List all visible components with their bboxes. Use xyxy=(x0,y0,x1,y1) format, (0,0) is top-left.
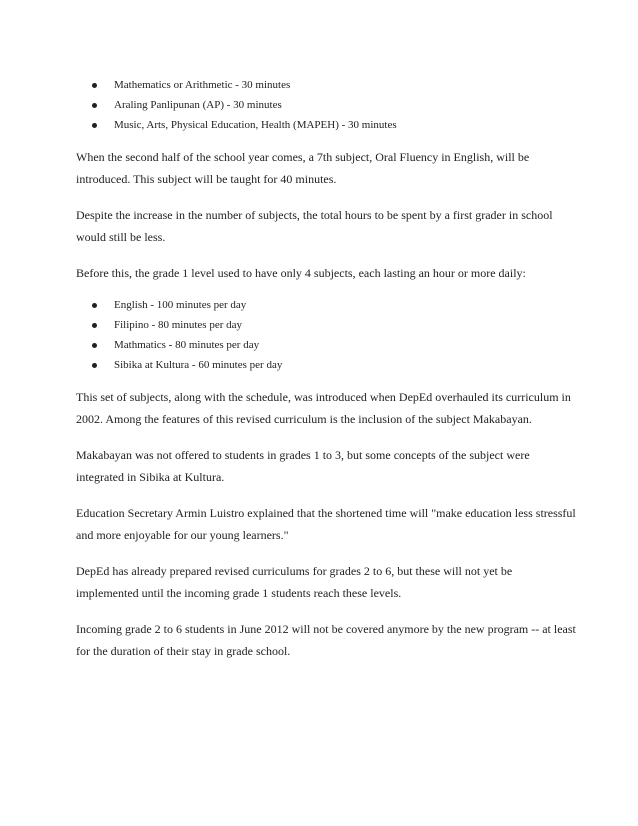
paragraph-oral-fluency: When the second half of the school year comes, a 7th subject, Oral Fluency in English, will be introduced. This subject will be taught for 40 minutes. xyxy=(76,150,530,186)
bullet-icon xyxy=(92,323,97,328)
bullet-icon xyxy=(92,343,97,348)
subject-list-new xyxy=(76,78,576,138)
bullet-icon xyxy=(92,303,97,308)
list-item xyxy=(76,118,576,138)
list-item xyxy=(76,358,576,378)
list-item xyxy=(76,338,576,358)
list-item-text: Araling Panlipunan (AP) - 30 minutes xyxy=(114,99,282,111)
list-item xyxy=(76,78,576,98)
list-item-text: English - 100 minutes per day xyxy=(114,299,247,311)
bullet-icon xyxy=(92,123,97,128)
subject-list-old xyxy=(76,298,576,378)
paragraph-before-this: Before this, the grade 1 level used to have only 4 subjects, each lasting an hour or more daily: xyxy=(76,266,526,280)
list-item-text: Music, Arts, Physical Education, Health (MAPEH) - 30 minutes xyxy=(114,119,397,131)
bullet-icon xyxy=(92,103,97,108)
paragraph-luistro-quote: Education Secretary Armin Luistro explained that the shortened time will "make education less stressful and more enjoyable for our young learners." xyxy=(76,506,576,542)
bullet-icon xyxy=(92,363,97,368)
list-item-text: Filipino - 80 minutes per day xyxy=(114,319,243,331)
document-page xyxy=(76,78,576,662)
paragraph-total-hours: Despite the increase in the number of subjects, the total hours to be spent by a first grader in school would still be less. xyxy=(76,208,553,244)
list-item xyxy=(76,298,576,318)
paragraph-revised-curriculums: DepEd has already prepared revised curriculums for grades 2 to 6, but these will not yet be implemented until the incoming grade 1 students reach these levels. xyxy=(76,564,513,600)
paragraph-curriculum-2002: This set of subjects, along with the schedule, was introduced when DepEd overhauled its curriculum in 2002. Among the features of this revised curriculum is the inclusion of the subject Makabayan. xyxy=(76,390,571,426)
list-item-text: Mathmatics - 80 minutes per day xyxy=(114,339,260,351)
paragraph-incoming-students: Incoming grade 2 to 6 students in June 2012 will not be covered anymore by the new program -- at least for the duration of their stay in grade school. xyxy=(76,622,576,658)
bullet-icon xyxy=(92,83,97,88)
list-item-text: Sibika at Kultura - 60 minutes per day xyxy=(114,359,283,371)
list-item xyxy=(76,318,576,338)
paragraph-makabayan: Makabayan was not offered to students in grades 1 to 3, but some concepts of the subject were integrated in Sibika at Kultura. xyxy=(76,448,530,484)
list-item-text: Mathematics or Arithmetic - 30 minutes xyxy=(114,79,291,91)
list-item xyxy=(76,98,576,118)
